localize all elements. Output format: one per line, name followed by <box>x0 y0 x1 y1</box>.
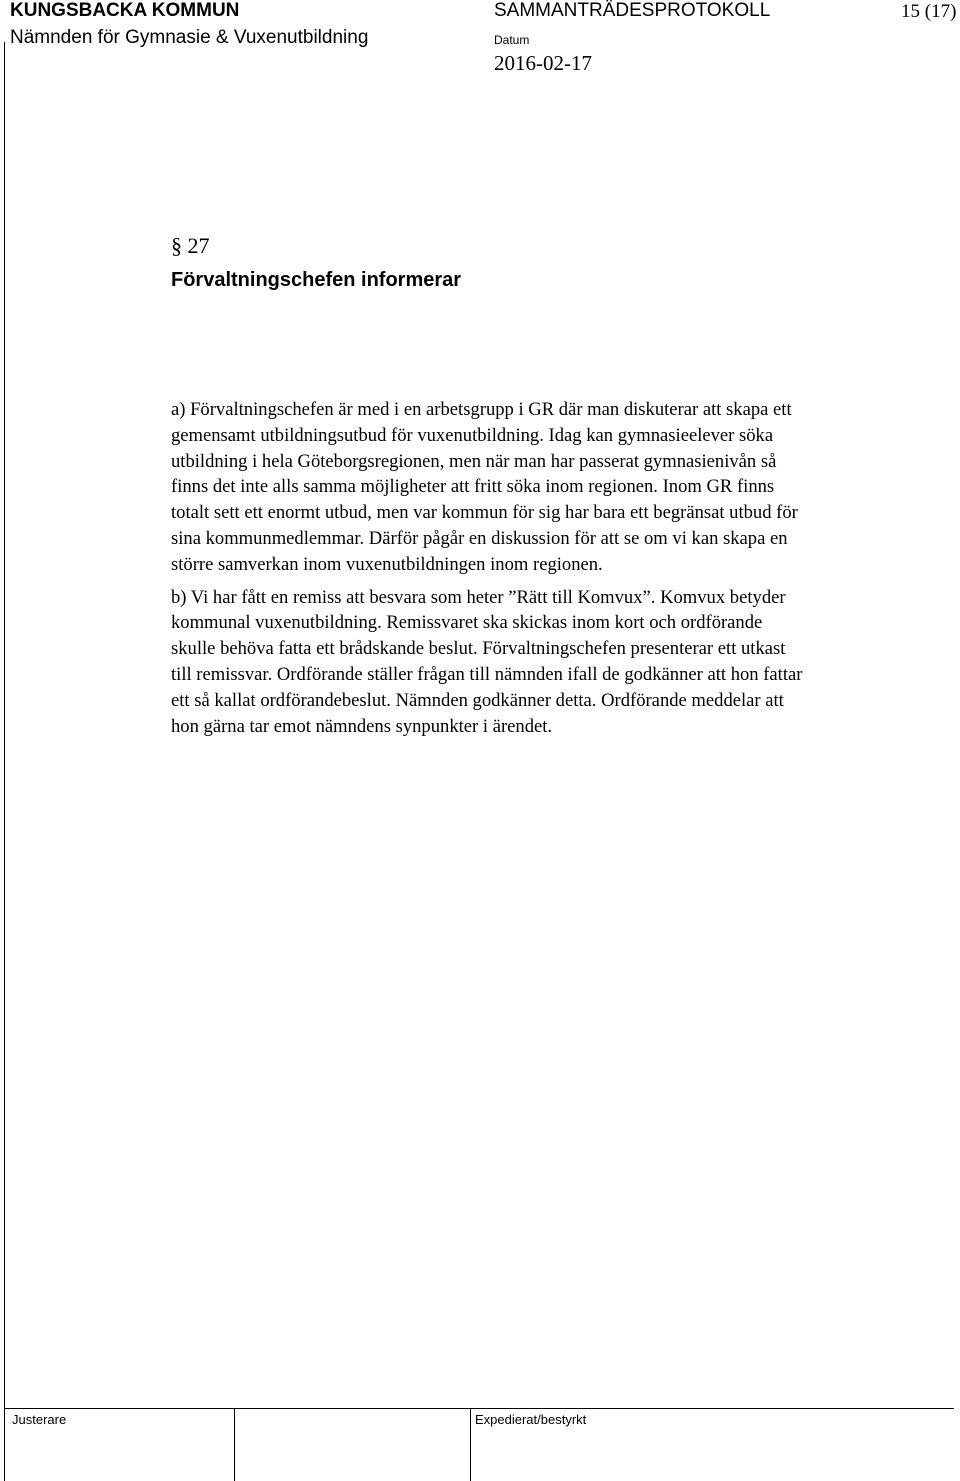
paragraph-line: skulle behöva fatta ett brådskande beslut. Förvaltningschefen presenterar ett utkast <box>171 638 786 660</box>
paragraph-a <box>171 397 951 578</box>
section-number: § 27 <box>171 233 210 258</box>
footer-divider <box>234 1408 235 1481</box>
paragraph-line: till remissvar. Ordförande ställer frågan till nämnden ifall de godkänner att hon fattar <box>171 663 803 685</box>
paragraph-line: a) Förvaltningschefen är med i en arbetsgrupp i GR där man diskuterar att skapa ett <box>171 399 792 420</box>
paragraph-line: kommunal vuxenutbildning. Remissvaret ska skickas inom kort och ordförande <box>171 612 763 634</box>
paragraph-line: ett så kallat ordförandebeslut. Nämnden godkänner detta. Ordförande meddelar att <box>171 689 784 711</box>
paragraph-line: finns det inte alls samma möjligheter att fritt söka inom regionen. Inom GR finns <box>171 476 775 498</box>
justerare-label: Justerare <box>12 1412 67 1427</box>
paragraph-line: totalt sett ett enormt utbud, men var kommun för sig har bara ett begränsat utbud för <box>171 502 798 524</box>
page-number: 15 (17) <box>901 1 957 22</box>
paragraph-line: hon gärna tar emot nämndens synpunkter i ärendet. <box>171 715 553 737</box>
footer-divider <box>470 1408 471 1481</box>
minutes-body <box>171 397 951 739</box>
date-label: Datum <box>494 33 530 47</box>
document-type: SAMMANTRÄDESPROTOKOLL <box>494 0 771 21</box>
paragraph-line: gemensamt utbildningsutbud för vuxenutbildning. Idag kan gymnasieelever söka <box>171 424 774 446</box>
paragraph-line: utbildning i hela Göteborgsregionen, men när man har passerat gymnasienivån så <box>171 450 777 472</box>
footer-rule <box>4 1408 954 1409</box>
organization-name: KUNGSBACKA KOMMUN <box>10 0 240 21</box>
left-margin-rule <box>4 42 5 1481</box>
paragraph-line: större samverkan inom vuxenutbildningen inom regionen. <box>171 553 603 575</box>
committee-name: Nämnden för Gymnasie & Vuxenutbildning <box>10 27 369 48</box>
paragraph-line: b) Vi har fått en remiss att besvara som heter ”Rätt till Komvux”. Komvux betyder <box>171 586 786 608</box>
paragraph-line: sina kommunmedlemmar. Därför pågår en diskussion för att se om vi kan skapa en <box>171 527 788 549</box>
section-title: Förvaltningschefen informerar <box>171 269 462 291</box>
paragraph-b <box>171 585 951 740</box>
meeting-date: 2016-02-17 <box>494 51 592 75</box>
expedierat-label: Expedierat/bestyrkt <box>475 1412 587 1427</box>
